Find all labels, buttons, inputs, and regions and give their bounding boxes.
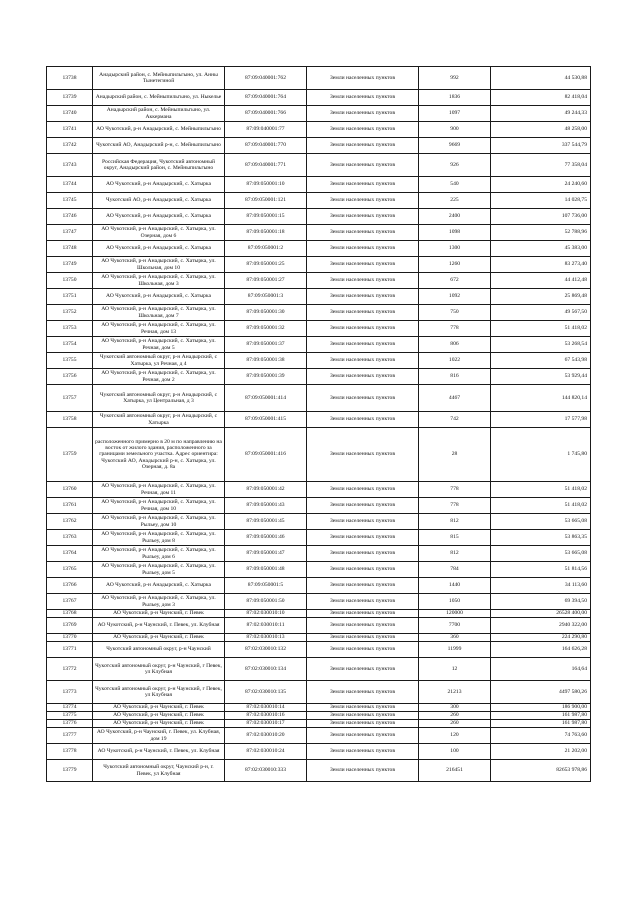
cadastral-number-cell: 87:02:030010:10 — [225, 610, 307, 618]
table-row — [47, 225, 591, 241]
table-row — [47, 428, 591, 482]
row-number-cell: 13772 — [47, 658, 93, 681]
row-number-cell: 13754 — [47, 337, 93, 353]
address-cell: Российская Федерация, Чукотский автономный округ, Анадырский район, с. Мейныпильгыно — [93, 154, 225, 177]
land-category-cell: Земли населенных пунктов — [307, 530, 419, 546]
cadastral-value-cell: 4497 580,26 — [491, 681, 591, 704]
area-cell: 540 — [419, 177, 491, 193]
cadastral-value-cell: 17 577,98 — [491, 412, 591, 428]
row-number-cell: 13766 — [47, 578, 93, 594]
land-category-cell: Земли населенных пунктов — [307, 744, 419, 760]
cadastral-number-cell: 87:02:030010:24 — [225, 744, 307, 760]
area-cell: 1092 — [419, 289, 491, 305]
table-row — [47, 482, 591, 498]
cadastral-number-cell: 87:09:050001:45 — [225, 514, 307, 530]
cadastral-number-cell: 87:09:040001:766 — [225, 106, 307, 122]
address-cell: АО Чукотский, р-н Анадырский, с. Хатырка, ул. Школьная, дом 10 — [93, 257, 225, 273]
row-number-cell: 13773 — [47, 681, 93, 704]
cadastral-number-cell: 87:02:030010:17 — [225, 720, 307, 728]
area-cell: 900 — [419, 122, 491, 138]
row-number-cell: 13743 — [47, 154, 93, 177]
area-cell: 1097 — [419, 106, 491, 122]
address-cell: АО Чукотский, р-н Чаунский, г. Певек, ул. Клубная — [93, 744, 225, 760]
row-number-cell: 13778 — [47, 744, 93, 760]
row-number-cell: 13757 — [47, 385, 93, 412]
area-cell: 1098 — [419, 225, 491, 241]
cadastral-number-cell: 87:02:030010:135 — [225, 681, 307, 704]
cadastral-number-cell: 87:09:050001:37 — [225, 337, 307, 353]
table-row — [47, 546, 591, 562]
cadastral-value-cell: 51 814,56 — [491, 562, 591, 578]
table-row — [47, 321, 591, 337]
land-category-cell: Земли населенных пунктов — [307, 514, 419, 530]
land-category-cell: Земли населенных пунктов — [307, 353, 419, 369]
land-category-cell: Земли населенных пунктов — [307, 289, 419, 305]
cadastral-number-cell: 87:09:050001:39 — [225, 369, 307, 385]
area-cell: 742 — [419, 412, 491, 428]
row-number-cell: 13752 — [47, 305, 93, 321]
address-cell: АО Чукотский, р-н Анадырский, с. Мейныпильгыно — [93, 122, 225, 138]
area-cell: 992 — [419, 67, 491, 90]
area-cell: 750 — [419, 305, 491, 321]
cadastral-number-cell: 87:09:050001:18 — [225, 225, 307, 241]
land-category-cell: Земли населенных пунктов — [307, 106, 419, 122]
area-cell: 816 — [419, 369, 491, 385]
land-category-cell: Земли населенных пунктов — [307, 122, 419, 138]
row-number-cell: 13738 — [47, 67, 93, 90]
row-number-cell: 13777 — [47, 728, 93, 744]
cadastral-value-cell: 51 418,02 — [491, 321, 591, 337]
cadastral-number-cell: 87:09:050001:38 — [225, 353, 307, 369]
address-cell: АО Чукотский, р-н Анадырский, с. Хатырка — [93, 177, 225, 193]
area-cell: 784 — [419, 562, 491, 578]
address-cell: АО Чукотский, р-н Чаунский, г. Певек — [93, 704, 225, 712]
address-cell: Чукотский автономный округ, р-н Анадырский, с Хатырка, ул Центральная, д 3 — [93, 385, 225, 412]
area-cell: 1022 — [419, 353, 491, 369]
area-cell: 1836 — [419, 90, 491, 106]
table-row — [47, 412, 591, 428]
area-cell: 260 — [419, 712, 491, 720]
table-row — [47, 720, 591, 728]
area-cell: 4467 — [419, 385, 491, 412]
row-number-cell: 13759 — [47, 428, 93, 482]
row-number-cell: 13741 — [47, 122, 93, 138]
cadastral-value-cell: 69 394,50 — [491, 594, 591, 610]
address-cell: АО Чукотский, р-н Анадырский, с. Хатырка — [93, 578, 225, 594]
table-body — [47, 67, 591, 782]
area-cell: 12 — [419, 658, 491, 681]
cadastral-value-cell: 107 736,00 — [491, 209, 591, 225]
land-category-cell: Земли населенных пунктов — [307, 154, 419, 177]
cadastral-number-cell: 87:09:040001:77 — [225, 122, 307, 138]
cadastral-value-cell: 53 268,54 — [491, 337, 591, 353]
cadastral-number-cell: 87:09:040001:764 — [225, 90, 307, 106]
land-category-cell: Земли населенных пунктов — [307, 225, 419, 241]
table-row — [47, 209, 591, 225]
row-number-cell: 13776 — [47, 720, 93, 728]
cadastral-value-cell: 53 929,44 — [491, 369, 591, 385]
cadastral-number-cell: 87:09:050001:27 — [225, 273, 307, 289]
cadastral-number-cell: 87:09:050001:414 — [225, 385, 307, 412]
address-cell: АО Чукотский, р-н Анадырский, с. Хатырка, ул. Речная, дом 5 — [93, 337, 225, 353]
cadastral-value-cell: 144 820,14 — [491, 385, 591, 412]
row-number-cell: 13768 — [47, 610, 93, 618]
cadastral-value-cell: 1 745,80 — [491, 428, 591, 482]
cadastral-value-cell: 161 987,80 — [491, 720, 591, 728]
row-number-cell: 13742 — [47, 138, 93, 154]
area-cell: 120 — [419, 728, 491, 744]
address-cell: АО Чукотский, р-н Чаунский, г. Певек, ул. Клубная, дом 19 — [93, 728, 225, 744]
table-row — [47, 337, 591, 353]
cadastral-number-cell: 87:09:050001:50 — [225, 594, 307, 610]
table-row — [47, 760, 591, 782]
area-cell: 216451 — [419, 760, 491, 782]
address-cell: Анадырский район, с. Мейныпильгыно, ул. Ныкелье — [93, 90, 225, 106]
address-cell: АО Чукотский, р-н Анадырский, с. Хатырка — [93, 241, 225, 257]
area-cell: 806 — [419, 337, 491, 353]
table-row — [47, 530, 591, 546]
table-row — [47, 681, 591, 704]
row-number-cell: 13762 — [47, 514, 93, 530]
address-cell: АО Чукотский, р-н Чаунский, г. Певек — [93, 610, 225, 618]
table-row — [47, 106, 591, 122]
address-cell: Чукотский автономный округ, Чаунский р-н, г. Певек, ул Клубная — [93, 760, 225, 782]
cadastral-number-cell: 87:02:030010:16 — [225, 712, 307, 720]
land-category-cell: Земли населенных пунктов — [307, 337, 419, 353]
land-category-cell: Земли населенных пунктов — [307, 681, 419, 704]
cadastral-value-cell: 25 869,48 — [491, 289, 591, 305]
area-cell: 7700 — [419, 618, 491, 634]
land-category-cell: Земли населенных пунктов — [307, 712, 419, 720]
area-cell: 815 — [419, 530, 491, 546]
cadastral-number-cell: 87:02:030010:11 — [225, 618, 307, 634]
cadastral-number-cell: 87:09:040001:771 — [225, 154, 307, 177]
land-category-cell: Земли населенных пунктов — [307, 760, 419, 782]
cadastral-number-cell: 87:02:030010:13 — [225, 634, 307, 642]
land-category-cell: Земли населенных пунктов — [307, 138, 419, 154]
row-number-cell: 13769 — [47, 618, 93, 634]
cadastral-value-cell: 161 987,80 — [491, 712, 591, 720]
row-number-cell: 13758 — [47, 412, 93, 428]
table-row — [47, 385, 591, 412]
row-number-cell: 13756 — [47, 369, 93, 385]
address-cell: Чукотский АО, Анадырский р-н, с. Мейныпильгыно — [93, 138, 225, 154]
row-number-cell: 13755 — [47, 353, 93, 369]
table-row — [47, 122, 591, 138]
table-row — [47, 177, 591, 193]
land-category-cell: Земли населенных пунктов — [307, 618, 419, 634]
row-number-cell: 13774 — [47, 704, 93, 712]
cadastral-number-cell: 87:02:030010:134 — [225, 658, 307, 681]
row-number-cell: 13744 — [47, 177, 93, 193]
address-cell: АО Чукотский, р-н Чаунский, г. Певек — [93, 634, 225, 642]
address-cell: АО Чукотский, р-н Анадырский, с. Хатырка, ул. Рыльеу, дом 8 — [93, 530, 225, 546]
cadastral-number-cell: 87:09:050001:3 — [225, 289, 307, 305]
land-category-cell: Земли населенных пунктов — [307, 562, 419, 578]
table-row — [47, 514, 591, 530]
cadastral-value-cell: 24 240,60 — [491, 177, 591, 193]
cadastral-value-cell: 224 290,80 — [491, 634, 591, 642]
row-number-cell: 13751 — [47, 289, 93, 305]
row-number-cell: 13775 — [47, 712, 93, 720]
cadastral-number-cell: 87:09:040001:770 — [225, 138, 307, 154]
land-category-cell: Земли населенных пунктов — [307, 257, 419, 273]
cadastral-number-cell: 87:02:030010:14 — [225, 704, 307, 712]
land-category-cell: Земли населенных пунктов — [307, 369, 419, 385]
area-cell: 100 — [419, 744, 491, 760]
land-category-cell: Земли населенных пунктов — [307, 720, 419, 728]
land-category-cell: Земли населенных пунктов — [307, 728, 419, 744]
address-cell: Чукотский автономный округ, р-н Анадырский, с Хатырка, ул Речная, д 4 — [93, 353, 225, 369]
cadastral-number-cell: 87:09:050001:43 — [225, 498, 307, 514]
land-category-cell: Земли населенных пунктов — [307, 482, 419, 498]
cadastral-value-cell: 82 418,04 — [491, 90, 591, 106]
land-category-cell: Земли населенных пунктов — [307, 428, 419, 482]
row-number-cell: 13761 — [47, 498, 93, 514]
land-category-cell: Земли населенных пунктов — [307, 193, 419, 209]
row-number-cell: 13767 — [47, 594, 93, 610]
address-cell: АО Чукотский, р-н Анадырский, с. Хатырка — [93, 289, 225, 305]
address-cell: АО Чукотский, р-н Чаунский, г. Певек — [93, 720, 225, 728]
land-category-cell: Земли населенных пунктов — [307, 498, 419, 514]
cadastral-number-cell: 87:09:050001:416 — [225, 428, 307, 482]
address-cell: АО Чукотский, р-н Чаунский, г. Певек, ул. Клубная — [93, 618, 225, 634]
cadastral-value-cell: 67 543,98 — [491, 353, 591, 369]
cadastral-value-cell: 53 665,08 — [491, 514, 591, 530]
area-cell: 225 — [419, 193, 491, 209]
cadastral-number-cell: 87:09:050001:2 — [225, 241, 307, 257]
table-row — [47, 289, 591, 305]
address-cell: АО Чукотский, р-н Анадырский, с. Хатырка — [93, 209, 225, 225]
cadastral-value-cell: 337 544,79 — [491, 138, 591, 154]
land-category-cell: Земли населенных пунктов — [307, 634, 419, 642]
land-category-cell: Земли населенных пунктов — [307, 594, 419, 610]
table-row — [47, 241, 591, 257]
cadastral-value-cell: 77 358,04 — [491, 154, 591, 177]
land-category-cell: Земли населенных пунктов — [307, 610, 419, 618]
cadastral-value-cell: 82653 978,86 — [491, 760, 591, 782]
row-number-cell: 13746 — [47, 209, 93, 225]
table-row — [47, 578, 591, 594]
address-cell: Анадырский район, с. Мейныпильгыно, ул. Анны Тынетегиной — [93, 67, 225, 90]
cadastral-value-cell: 45 383,00 — [491, 241, 591, 257]
area-cell: 1300 — [419, 241, 491, 257]
table-row — [47, 273, 591, 289]
address-cell: АО Чукотский, р-н Анадырский, с. Хатырка, ул. Рыльеу, дом 5 — [93, 562, 225, 578]
area-cell: 9669 — [419, 138, 491, 154]
address-cell: Чукотский автономный округ, р-н Чаунский, г Певек, ул Клубная — [93, 681, 225, 704]
area-cell: 812 — [419, 514, 491, 530]
table-row — [47, 138, 591, 154]
cadastral-number-cell: 87:02:030010:333 — [225, 760, 307, 782]
table-row — [47, 712, 591, 720]
address-cell: расположенного примерно в 20 м по направлению на восток от жилого здания, расположенного за границами земельного участка. Адрес ориентира: Чукотский АО, Анадырский р-н, с. Хатырка, ул. Озерная, д. 8а — [93, 428, 225, 482]
table-row — [47, 658, 591, 681]
row-number-cell: 13765 — [47, 562, 93, 578]
table-row — [47, 744, 591, 760]
cadastral-number-cell: 87:09:050001:30 — [225, 305, 307, 321]
cadastral-value-cell: 186 900,00 — [491, 704, 591, 712]
address-cell: Анадырский район, с. Мейныпильгыно, ул. Аккермана — [93, 106, 225, 122]
cadastral-value-cell: 51 418,02 — [491, 482, 591, 498]
cadastral-number-cell: 87:09:050001:46 — [225, 530, 307, 546]
cadastral-value-cell: 53 863,35 — [491, 530, 591, 546]
land-category-cell: Земли населенных пунктов — [307, 305, 419, 321]
address-cell: Чукотский автономный округ, р-н Чаунский, г Певек, ул Клубная — [93, 658, 225, 681]
address-cell: АО Чукотский, р-н Анадырский, с. Хатырка, ул. Речная, дом 2 — [93, 369, 225, 385]
land-category-cell: Земли населенных пунктов — [307, 209, 419, 225]
area-cell: 778 — [419, 482, 491, 498]
land-category-cell: Земли населенных пунктов — [307, 241, 419, 257]
cadastral-value-cell: 34 113,60 — [491, 578, 591, 594]
land-parcel-table — [46, 66, 591, 782]
cadastral-number-cell: 87:09:050001:48 — [225, 562, 307, 578]
address-cell: АО Чукотский, р-н Анадырский, с. Хатырка, ул. Озерная, дом 6 — [93, 225, 225, 241]
table-row — [47, 353, 591, 369]
table-row — [47, 704, 591, 712]
address-cell: АО Чукотский, р-н Анадырский, с. Хатырка, ул. Рыльеу, дом 10 — [93, 514, 225, 530]
cadastral-value-cell: 48 258,00 — [491, 122, 591, 138]
area-cell: 360 — [419, 634, 491, 642]
table-row — [47, 610, 591, 618]
address-cell: АО Чукотский, р-н Анадырский, с. Хатырка, ул. Речная, дом 11 — [93, 482, 225, 498]
row-number-cell: 13747 — [47, 225, 93, 241]
land-category-cell: Земли населенных пунктов — [307, 704, 419, 712]
table-row — [47, 90, 591, 106]
cadastral-number-cell: 87:09:050001:121 — [225, 193, 307, 209]
row-number-cell: 13740 — [47, 106, 93, 122]
cadastral-number-cell: 87:09:050001:47 — [225, 546, 307, 562]
cadastral-value-cell: 14 028,75 — [491, 193, 591, 209]
table-row — [47, 154, 591, 177]
land-category-cell: Земли населенных пунктов — [307, 578, 419, 594]
land-category-cell: Земли населенных пунктов — [307, 273, 419, 289]
cadastral-value-cell: 52 788,96 — [491, 225, 591, 241]
cadastral-value-cell: 83 273,40 — [491, 257, 591, 273]
address-cell: Чукотский автономный округ, р-н Анадырский, с Хатырка — [93, 412, 225, 428]
area-cell: 300 — [419, 704, 491, 712]
row-number-cell: 13750 — [47, 273, 93, 289]
cadastral-number-cell: 87:02:030010:20 — [225, 728, 307, 744]
area-cell: 260 — [419, 720, 491, 728]
row-number-cell: 13763 — [47, 530, 93, 546]
table-row — [47, 67, 591, 90]
address-cell: АО Чукотский, р-н Анадырский, с. Хатырка, ул. Рыльеу, дом 3 — [93, 594, 225, 610]
area-cell: 778 — [419, 321, 491, 337]
table-row — [47, 498, 591, 514]
cadastral-value-cell: 164 626,28 — [491, 642, 591, 658]
table-row — [47, 594, 591, 610]
area-cell: 21213 — [419, 681, 491, 704]
address-cell: АО Чукотский, р-н Чаунский, г. Певек — [93, 712, 225, 720]
table-row — [47, 305, 591, 321]
cadastral-value-cell: 26528 400,00 — [491, 610, 591, 618]
cadastral-value-cell: 2940 322,00 — [491, 618, 591, 634]
table-row — [47, 257, 591, 273]
area-cell: 778 — [419, 498, 491, 514]
row-number-cell: 13770 — [47, 634, 93, 642]
row-number-cell: 13739 — [47, 90, 93, 106]
address-cell: АО Чукотский, р-н Анадырский, с. Хатырка, ул. Школьная, дом 3 — [93, 273, 225, 289]
cadastral-value-cell: 49 244,33 — [491, 106, 591, 122]
table-row — [47, 634, 591, 642]
table-row — [47, 562, 591, 578]
address-cell: АО Чукотский, р-н Анадырский, с. Хатырка, ул. Рыльеу, дом 6 — [93, 546, 225, 562]
area-cell: 28 — [419, 428, 491, 482]
cadastral-number-cell: 87:09:050001:5 — [225, 578, 307, 594]
area-cell: 11999 — [419, 642, 491, 658]
cadastral-value-cell: 49 567,50 — [491, 305, 591, 321]
area-cell: 2400 — [419, 209, 491, 225]
row-number-cell: 13760 — [47, 482, 93, 498]
cadastral-number-cell: 87:09:050001:25 — [225, 257, 307, 273]
table-row — [47, 642, 591, 658]
row-number-cell: 13779 — [47, 760, 93, 782]
area-cell: 120000 — [419, 610, 491, 618]
address-cell: АО Чукотский, р-н Анадырский, с. Хатырка, ул. Школьная, дом 7 — [93, 305, 225, 321]
land-category-cell: Земли населенных пунктов — [307, 177, 419, 193]
address-cell: Чукотский автономный округ, р-н Чаунский — [93, 642, 225, 658]
cadastral-number-cell: 87:09:050001:10 — [225, 177, 307, 193]
area-cell: 926 — [419, 154, 491, 177]
land-category-cell: Земли населенных пунктов — [307, 385, 419, 412]
area-cell: 812 — [419, 546, 491, 562]
cadastral-number-cell: 87:09:050001:32 — [225, 321, 307, 337]
row-number-cell: 13745 — [47, 193, 93, 209]
table-row — [47, 728, 591, 744]
row-number-cell: 13749 — [47, 257, 93, 273]
table-row — [47, 193, 591, 209]
cadastral-number-cell: 87:09:050001:15 — [225, 209, 307, 225]
cadastral-number-cell: 87:09:040001:762 — [225, 67, 307, 90]
cadastral-value-cell: 21 202,00 — [491, 744, 591, 760]
table-row — [47, 369, 591, 385]
land-category-cell: Земли населенных пунктов — [307, 546, 419, 562]
cadastral-number-cell: 87:09:050001:415 — [225, 412, 307, 428]
area-cell: 1260 — [419, 257, 491, 273]
row-number-cell: 13753 — [47, 321, 93, 337]
area-cell: 1050 — [419, 594, 491, 610]
cadastral-value-cell: 44 530,88 — [491, 67, 591, 90]
row-number-cell: 13748 — [47, 241, 93, 257]
table-row — [47, 618, 591, 634]
cadastral-value-cell: 44 412,48 — [491, 273, 591, 289]
cadastral-value-cell: 164,64 — [491, 658, 591, 681]
cadastral-value-cell: 74 763,60 — [491, 728, 591, 744]
address-cell: АО Чукотский, р-н Анадырский, с. Хатырка, ул. Речная, дом 13 — [93, 321, 225, 337]
cadastral-value-cell: 53 665,08 — [491, 546, 591, 562]
land-category-cell: Земли населенных пунктов — [307, 321, 419, 337]
land-category-cell: Земли населенных пунктов — [307, 67, 419, 90]
land-category-cell: Земли населенных пунктов — [307, 658, 419, 681]
land-category-cell: Земли населенных пунктов — [307, 90, 419, 106]
row-number-cell: 13771 — [47, 642, 93, 658]
cadastral-number-cell: 87:02:030010:132 — [225, 642, 307, 658]
land-category-cell: Земли населенных пунктов — [307, 412, 419, 428]
area-cell: 672 — [419, 273, 491, 289]
row-number-cell: 13764 — [47, 546, 93, 562]
cadastral-number-cell: 87:09:050001:42 — [225, 482, 307, 498]
area-cell: 1440 — [419, 578, 491, 594]
address-cell: Чукотский АО, р-н Анадырский, с. Хатырка — [93, 193, 225, 209]
address-cell: АО Чукотский, р-н Анадырский, с. Хатырка, ул. Речная, дом 10 — [93, 498, 225, 514]
cadastral-value-cell: 51 418,02 — [491, 498, 591, 514]
land-category-cell: Земли населенных пунктов — [307, 642, 419, 658]
